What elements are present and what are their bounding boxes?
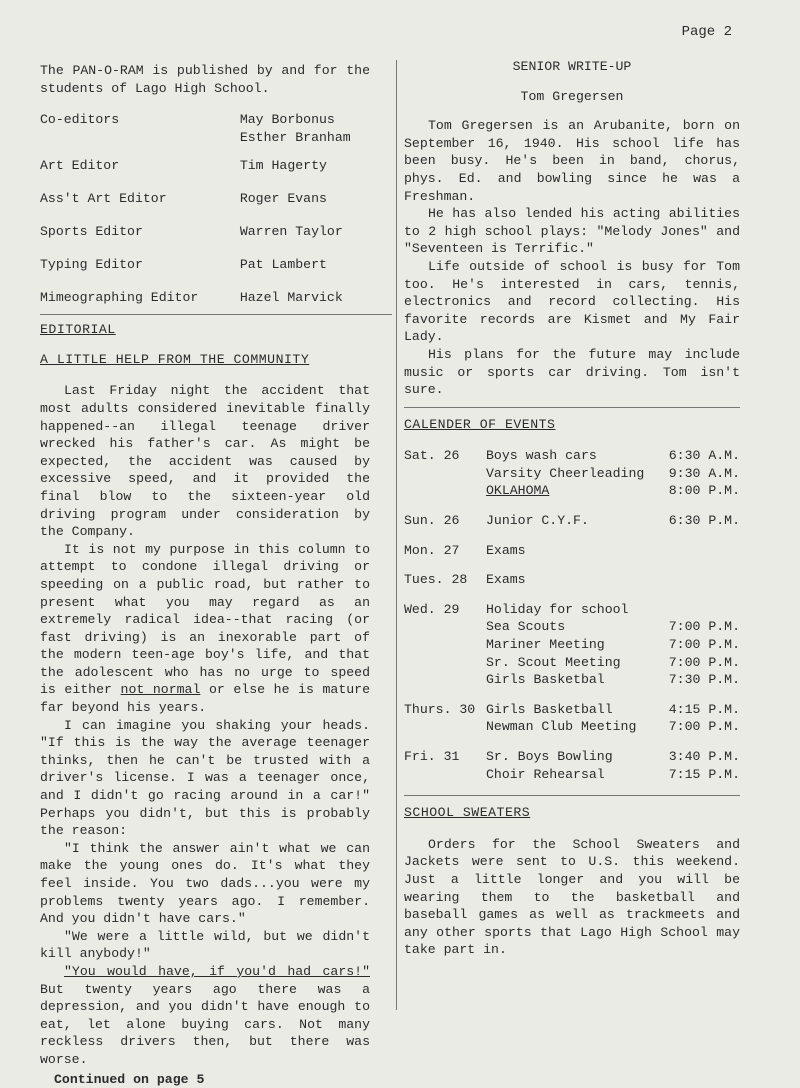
calendar-event-row: [404, 636, 740, 654]
calendar-event-time: 7:15 P.M.: [668, 766, 740, 782]
staff-name: Roger Evans: [239, 191, 327, 207]
calendar-event-name: Boys wash cars: [486, 448, 597, 464]
calendar-event-name: OKLAHOMA: [486, 483, 550, 499]
calendar-event-row: [404, 701, 740, 719]
staff-list: [40, 111, 370, 311]
editorial-paragraph-2: [40, 541, 370, 717]
calendar-event-time: [658, 601, 740, 619]
staff-name: Warren Taylor: [239, 224, 343, 240]
editorial-paragraph-1: Last Friday night the accident that most adults considered inevitable finally happened--an illegal teenage driver wrecked his father's car. As might be expected, the accident was caused by excessive speed, and it provided the final blow to the sixteen-year old driving program under consideration by the Company.: [40, 383, 370, 540]
calendar-event-name: Junior C.Y.F.: [486, 513, 589, 529]
calendar-day: [404, 482, 486, 500]
editorial-paragraph-5: "We were a little wild, but we didn't kill anybody!": [40, 928, 370, 962]
sweaters-title: SCHOOL SWEATERS: [404, 805, 531, 821]
calendar-event-row: [404, 542, 740, 560]
editorial-label: EDITORIAL: [40, 322, 116, 338]
calendar-event-time: 6:30 A.M.: [668, 448, 740, 464]
calendar-list: [404, 447, 740, 783]
calendar-title: CALENDER OF EVENTS: [404, 416, 556, 432]
calendar-event-time: 3:40 P.M.: [668, 749, 740, 764]
calendar-event-row: [404, 465, 740, 483]
calendar-event-row: [404, 447, 740, 465]
calendar-event-name: Varsity Cheerleading: [486, 465, 645, 481]
p2-underlined: not normal: [120, 682, 201, 698]
column-divider: [396, 60, 397, 1010]
calendar-event-time: 7:00 P.M.: [668, 654, 740, 670]
calendar-event-name: Sr. Boys Bowling: [486, 749, 613, 764]
calendar-event-name: Newman Club Meeting: [486, 719, 637, 735]
staff-name: [240, 111, 370, 146]
editorial-paragraph-4: "I think the answer ain't what we can make the young ones do. It's what they feel inside. You two dads...you were my problems twenty years ago. I remember. And you didn't have cars.": [40, 840, 370, 927]
calendar-day: [404, 718, 486, 736]
masthead-intro: The PAN-O-RAM is published by and for the students of Lago High School.: [40, 63, 370, 96]
right-column: [404, 58, 740, 959]
staff-name: Tim Hagerty: [239, 158, 327, 174]
staff-row-mimeographing-editor: [40, 289, 370, 311]
calendar-day: [404, 766, 486, 784]
staff-row-sports-editor: [40, 223, 370, 256]
calendar-event-row: [404, 671, 740, 689]
left-column: [40, 62, 370, 1088]
staff-row-co-editors: [40, 111, 370, 157]
calendar-event-name: Mariner Meeting: [486, 637, 605, 653]
staff-row-asst-art-editor: [40, 190, 370, 223]
calendar-event-row: [404, 654, 740, 672]
calendar-day: Sat. 26: [404, 448, 460, 464]
calendar-event-name: Girls Basketbal: [486, 672, 605, 688]
staff-row-typing-editor: [40, 256, 370, 289]
staff-name: Hazel Marvick: [239, 290, 343, 306]
staff-row-art-editor: [40, 157, 370, 190]
calendar-event-time: 4:15 P.M.: [668, 701, 740, 717]
staff-role: Ass't Art Editor: [40, 191, 167, 207]
calendar-day: [404, 654, 486, 672]
calendar-event-time: 7:00 P.M.: [668, 637, 740, 653]
p6-underlined: "You would have, if you'd had cars!": [64, 963, 370, 979]
calendar-event-name: Sea Scouts: [486, 619, 566, 635]
calendar-day: [404, 465, 486, 483]
calendar-event-time: [658, 571, 740, 589]
calendar-event-name: Holiday for school: [486, 601, 629, 617]
p2-before: It is not my purpose in this column to attempt to condone illegal driving or speeding on a public road, but rather to present what you may regard as an extremely radical idea--that racing (or fast driving) is an inexorable part of the modern teen-age boy's life, and that the adolescent who has no urge to speed is either: [40, 541, 370, 698]
staff-role: Art Editor: [40, 158, 120, 174]
calendar-event-row: [404, 571, 740, 589]
calendar-event-name: Sr. Scout Meeting: [486, 654, 621, 670]
calendar-day-group: [404, 447, 740, 500]
editorial-title: A LITTLE HELP FROM THE COMMUNITY: [40, 351, 310, 367]
calendar-day: [404, 671, 486, 689]
calendar-divider: [404, 407, 740, 408]
calendar-event-name: Choir Rehearsal: [486, 766, 605, 782]
calendar-event-row: [404, 482, 740, 500]
calendar-day: Wed. 29: [404, 601, 460, 617]
calendar-event-name: Exams: [486, 572, 526, 588]
calendar-event-name: Exams: [486, 542, 526, 558]
calendar-day-group: [404, 748, 740, 783]
page-number: Page 2: [681, 24, 732, 40]
calendar-event-row: [404, 618, 740, 636]
calendar-event-row: [404, 748, 740, 766]
calendar-day-group: [404, 512, 740, 530]
calendar-day-group: [404, 601, 740, 689]
staff-role: Sports Editor: [40, 224, 143, 240]
calendar-day: [404, 636, 486, 654]
senior-writeup-name: Tom Gregersen: [520, 88, 624, 104]
editorial-paragraph-6: [40, 963, 370, 1069]
staff-role: Mimeographing Editor: [40, 290, 199, 306]
staff-name-2: Esther Branham: [239, 129, 351, 145]
staff-name-1: May Borbonus: [239, 112, 335, 128]
calendar-day: Fri. 31: [404, 749, 460, 764]
sweaters-divider: [404, 795, 740, 796]
calendar-event-time: 7:00 P.M.: [668, 719, 740, 735]
editorial-paragraph-3: I can imagine you shaking your heads. "If this is the way the average teenager thinks, then he can't be trusted with a driver's license. I was a teenager once, and I didn't go racing around in a car!" Perhaps you didn't, but this is probably the reason:: [40, 717, 370, 839]
calendar-event-time: 7:00 P.M.: [668, 619, 740, 635]
calendar-day-group: [404, 542, 740, 560]
calendar-event-time: 7:30 P.M.: [668, 672, 740, 688]
writeup-paragraph-2: He has also lended his acting abilities to 2 high school plays: "Melody Jones" and "Seventeen is Terrific.": [404, 206, 740, 257]
calendar-event-time: 8:00 P.M.: [668, 483, 740, 499]
calendar-event-time: 9:30 A.M.: [668, 465, 740, 481]
calendar-day: Thurs. 30: [404, 701, 476, 717]
staff-name: Pat Lambert: [239, 257, 327, 273]
continued-note: Continued on page 5: [54, 1071, 205, 1087]
staff-role: Co-editors: [40, 112, 120, 128]
calendar-event-row: [404, 718, 740, 736]
calendar-event-row: [404, 766, 740, 784]
calendar-day: Tues. 28: [404, 572, 468, 588]
calendar-event-time: [658, 542, 740, 560]
calendar-day: Mon. 27: [404, 542, 460, 558]
calendar-day: [404, 618, 486, 636]
staff-role: Typing Editor: [40, 257, 143, 273]
calendar-day-group: [404, 571, 740, 589]
calendar-event-row: [404, 601, 740, 619]
p6-after: But twenty years ago there was a depression, and you didn't have enough to eat, let alone buying cars. Not many reckless drivers then, but there was worse.: [40, 981, 370, 1067]
senior-writeup-title: SENIOR WRITE-UP: [512, 59, 632, 74]
writeup-paragraph-4: His plans for the future may include music or sports car driving. Tom isn't sure.: [404, 346, 740, 398]
calendar-event-name: Girls Basketball: [486, 701, 613, 717]
writeup-paragraph-3: Life outside of school is busy for Tom too. He's interested in cars, tennis, electronics and record collecting. His favorite records are Kismet and My Fair Lady.: [404, 258, 740, 345]
calendar-event-row: [404, 512, 740, 530]
sweaters-body: Orders for the School Sweaters and Jackets were sent to U.S. this weekend. Just a little longer and you will be wearing them to the basketball and baseball games as well as trackmeets and any other sports that Lago High School may take part in.: [404, 836, 740, 958]
calendar-day: Sun. 26: [404, 513, 460, 529]
calendar-event-time: 6:30 P.M.: [668, 513, 740, 529]
p2-after: or else he is mature far beyond his years.: [40, 682, 370, 716]
calendar-day-group: [404, 701, 740, 736]
writeup-paragraph-1: Tom Gregersen is an Arubanite, born on September 16, 1940. His school life has been busy. He's been in band, chorus, phys. Ed. and bowling since he was a Freshman.: [404, 118, 740, 204]
